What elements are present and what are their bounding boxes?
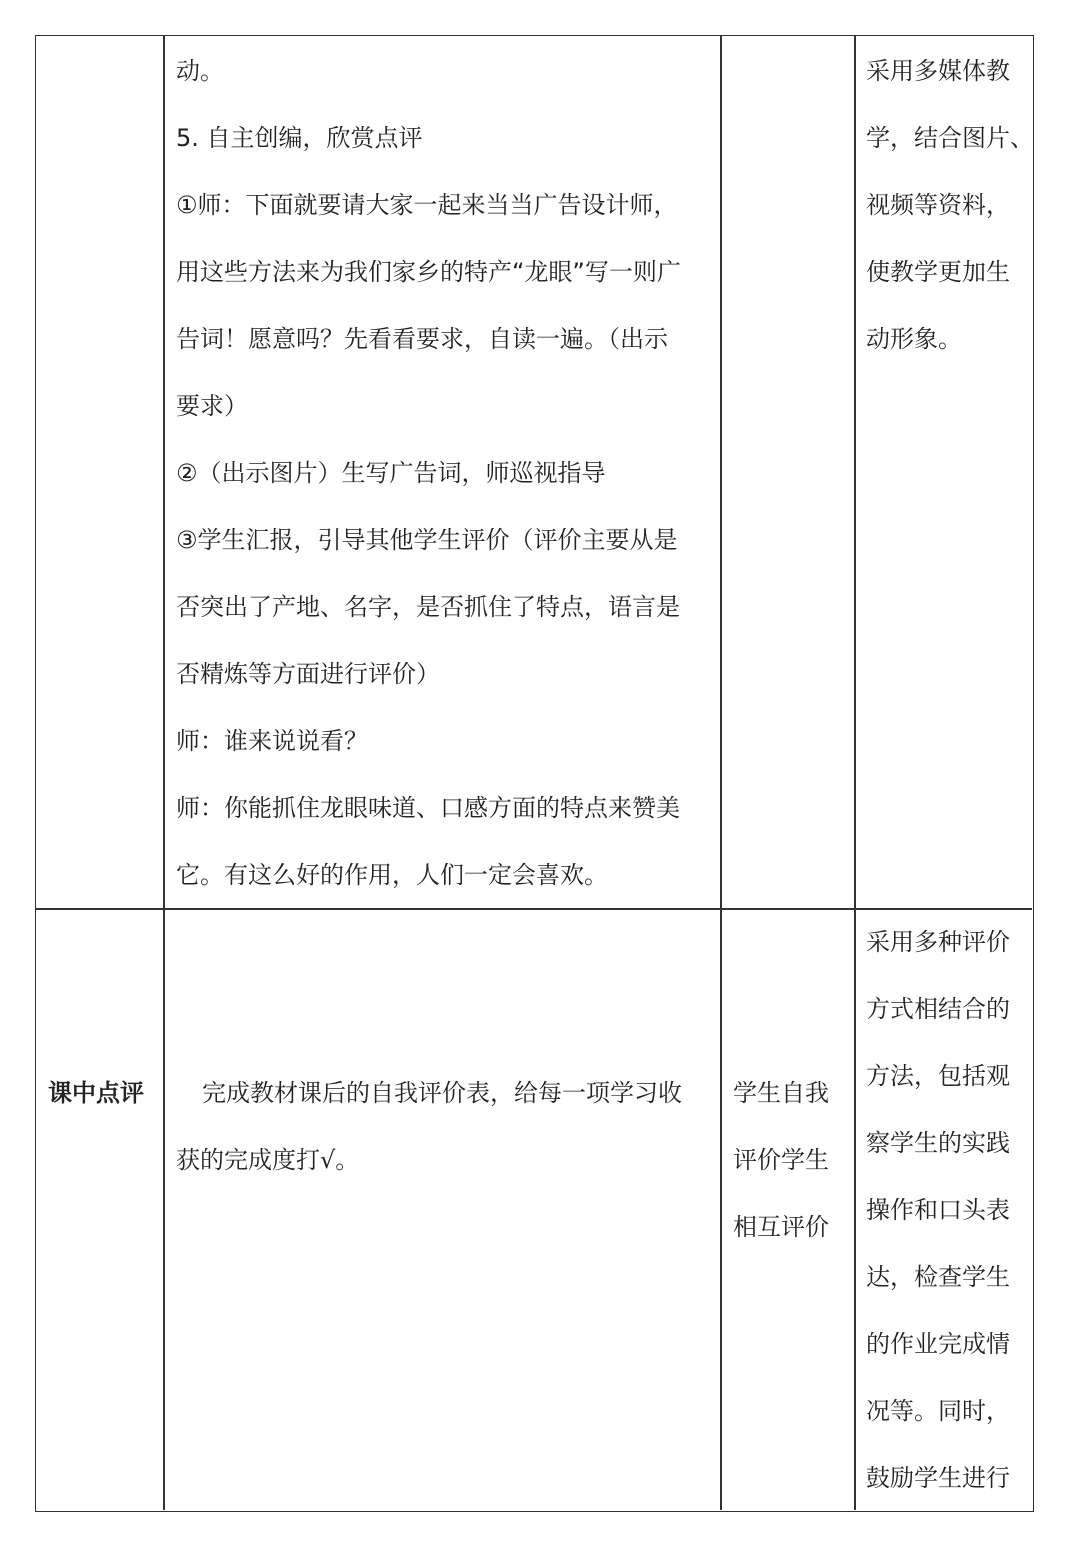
- student-activity-line: 评价学生: [733, 1146, 829, 1174]
- row-1-student-cell: [722, 36, 854, 908]
- intent-line: 学，结合图片、: [866, 124, 1034, 152]
- intent-line: 采用多种评价: [866, 928, 1010, 956]
- lesson-plan-table: [35, 35, 1034, 1512]
- intent-line: 动形象。: [866, 325, 962, 353]
- stage-label: 课中点评: [48, 1079, 144, 1107]
- process-line: ②（出示图片）生写广告词，师巡视指导: [176, 459, 606, 487]
- intent-line: 鼓励学生进行: [866, 1464, 1010, 1492]
- row-2-student-cell: [722, 910, 854, 1510]
- intent-line: 操作和口头表: [866, 1196, 1010, 1224]
- row-1-stage-cell: [36, 36, 163, 908]
- intent-line: 方式相结合的: [866, 995, 1010, 1023]
- process-line: ①师：下面就要请大家一起来当当广告设计师，: [176, 191, 678, 219]
- process-line: 动。: [176, 57, 224, 85]
- process-line: 告词！愿意吗？先看看要求，自读一遍。（出示: [176, 325, 668, 353]
- process-line: ③学生汇报，引导其他学生评价（评价主要从是: [176, 526, 678, 554]
- intent-line: 视频等资料，: [866, 191, 1010, 219]
- process-line: 否精炼等方面进行评价）: [176, 660, 440, 688]
- row-2-process-cell: [164, 910, 720, 1510]
- intent-line: 使教学更加生: [866, 258, 1010, 286]
- intent-line: 达，检查学生: [866, 1263, 1010, 1291]
- process-line: 要求）: [176, 392, 248, 420]
- process-line: 5. 自主创编，欣赏点评: [176, 124, 423, 152]
- process-line: 用这些方法来为我们家乡的特产“龙眼”写一则广: [176, 258, 681, 286]
- row-2-stage-cell: [36, 910, 163, 1510]
- process-line: 完成教材课后的自我评价表，给每一项学习收: [202, 1079, 682, 1107]
- intent-line: 的作业完成情: [866, 1330, 1010, 1358]
- process-line: 它。有这么好的作用，人们一定会喜欢。: [176, 861, 608, 889]
- process-line: 师：你能抓住龙眼味道、口感方面的特点来赞美: [176, 794, 680, 822]
- process-line: 获的完成度打√。: [176, 1146, 360, 1174]
- intent-line: 察学生的实践: [866, 1129, 1010, 1157]
- intent-line: 况等。同时，: [866, 1397, 1010, 1425]
- process-line: 师：谁来说说看？: [176, 727, 368, 755]
- row-1-process-cell: [164, 36, 720, 908]
- intent-line: 方法，包括观: [866, 1062, 1010, 1090]
- row-1-intent-cell: [856, 36, 1032, 908]
- process-line: 否突出了产地、名字，是否抓住了特点，语言是: [176, 593, 680, 621]
- intent-line: 采用多媒体教: [866, 57, 1010, 85]
- student-activity-line: 学生自我: [733, 1079, 829, 1107]
- row-2-intent-cell: [856, 910, 1032, 1510]
- student-activity-line: 相互评价: [733, 1213, 829, 1241]
